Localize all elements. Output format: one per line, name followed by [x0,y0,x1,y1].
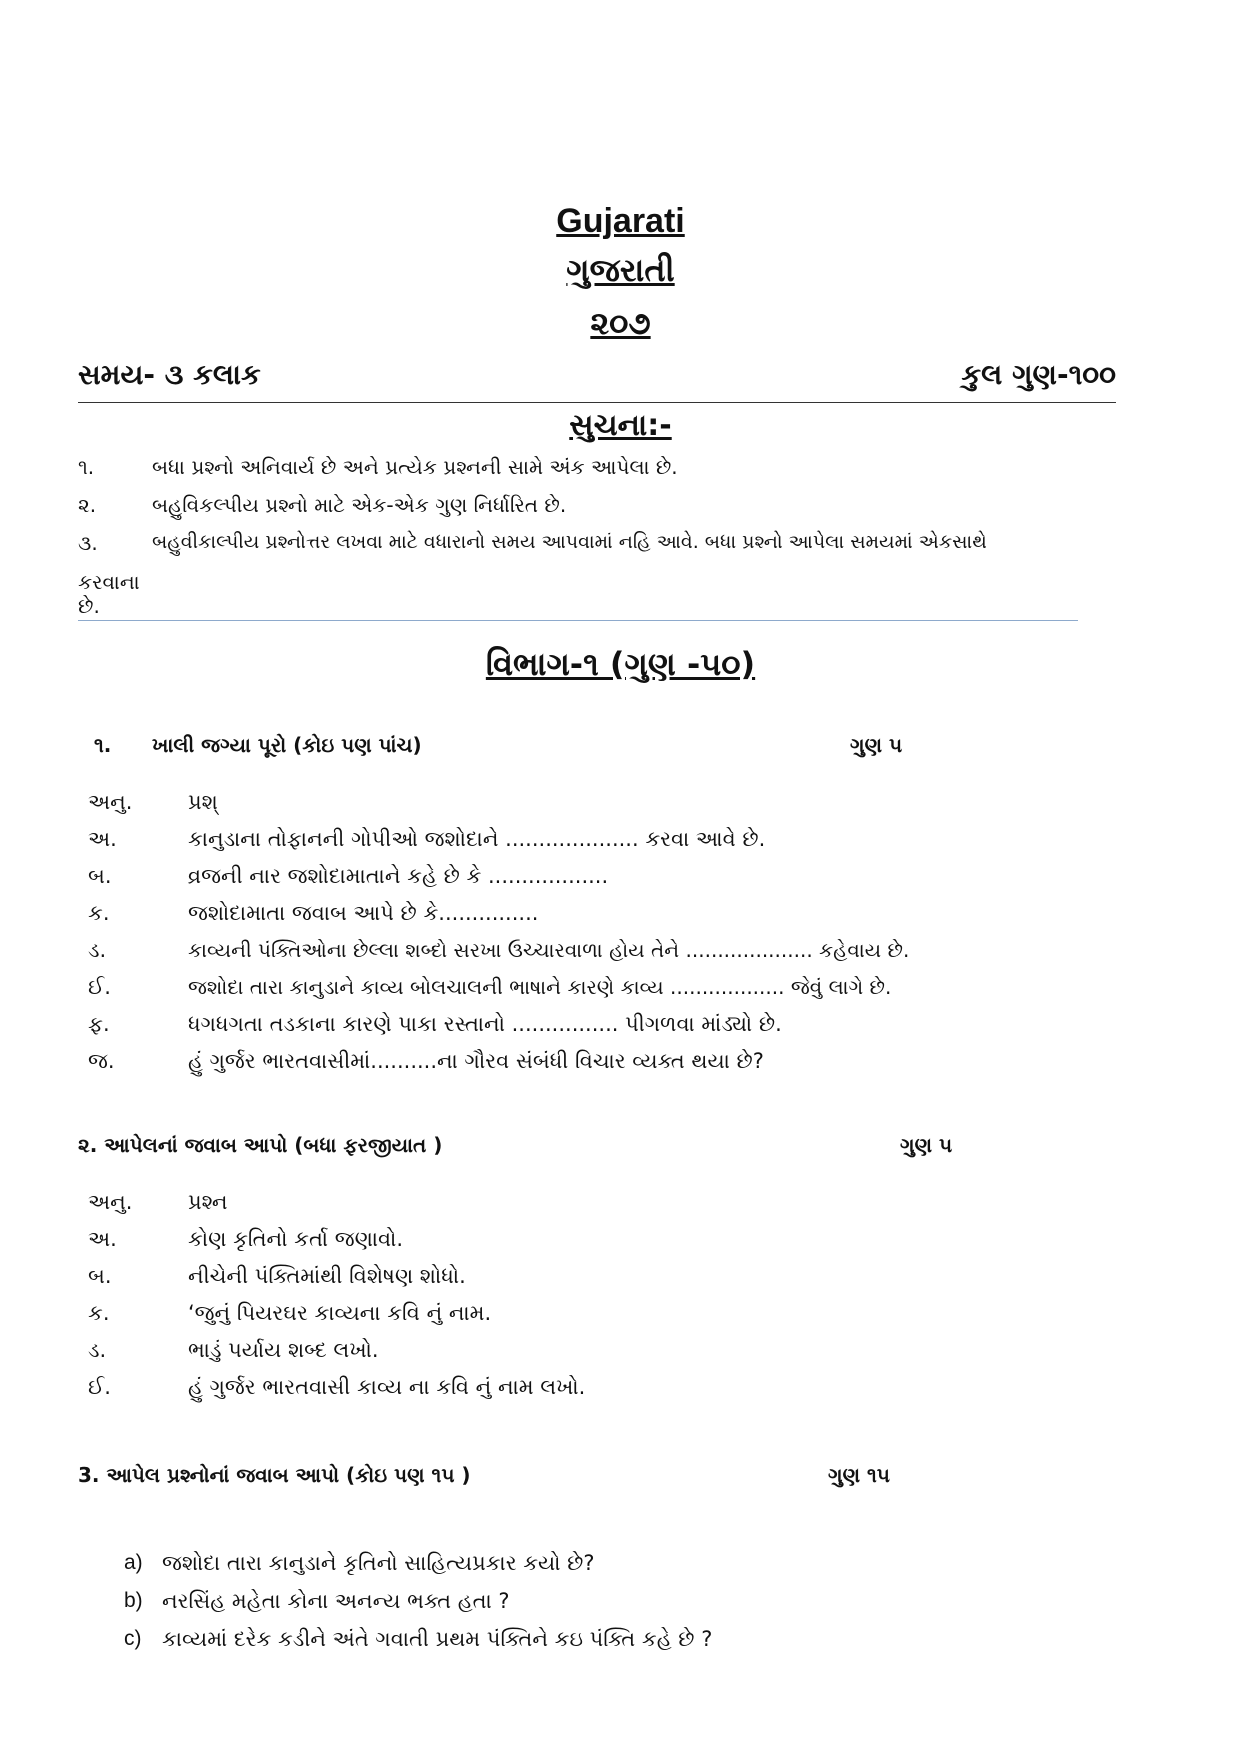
item-label: a) [124,1551,143,1574]
item-label: ડ. [88,1338,107,1362]
item-text: કાવ્યમાં દરેક કડીને અંતે ગવાતી પ્રથમ પંક્તિને કઇ પંક્તિ કહે છે ? [162,1627,713,1651]
item-text: હું ગુર્જર ભારતવાસી કાવ્ય ના કવિ નું નામ લખો. [188,1375,586,1399]
item-text: ભાડું પર્યાય શબ્દ લખો. [188,1338,379,1362]
serial-header: અનુ. [88,790,133,814]
title-english: Gujarati [556,202,685,240]
item-label: c) [124,1627,142,1650]
instruction-text: બહુવિકલ્પીય પ્રશ્નો માટે એક-એક ગુણ નિર્ધારિત છે. [152,493,567,517]
item-label: ઈ. [88,975,111,999]
item-label: ક. [88,901,110,925]
instruction-text-continued: કરવાના છે. [78,570,140,618]
q1-title: ખાલી જગ્યા પૂરો (કોઇ પણ પાંચ) [152,733,422,757]
title-gujarati: ગુજરાતી [566,252,675,288]
divider-line [78,620,1078,621]
q3-marks: ગુણ ૧૫ [828,1463,890,1487]
question-header: પ્રશ્ન [188,1190,228,1214]
q2-title: ૨. આપેલનાં જવાબ આપો (બધા ફરજીયાત ) [78,1133,443,1157]
item-label: બ. [88,1264,112,1288]
item-text: ‘જુનું પિયરઘર કાવ્યના કવિ નું નામ. [188,1301,492,1325]
instruction-text: બહુવીકાલ્પીય પ્રશ્નોત્તર લખવા માટે વધારાનો સમય આપવામાં નહિ આવે. બધા પ્રશ્નો આપેલા સમયમાં એકસાથે [152,531,987,553]
item-label: ક. [88,1301,110,1325]
item-text: કાવ્યની પંક્તિઓના છેલ્લા શબ્દો સરખા ઉચ્ચારવાળા હોય તેને .................... કહેવાય છે. [188,938,910,962]
item-text: વ્રજની નાર જશોદામાતાને કહે છે કે .................. [188,864,609,888]
item-text: ધગધગતા તડકાના કારણે પાકા રસ્તાનો ................ પીગળવા માંડ્યો છે. [188,1012,782,1036]
item-label: અ. [88,827,117,851]
item-label: ફ. [88,1012,110,1036]
q3-title: 3. આપેલ પ્રશ્નોનાં જવાબ આપો (કોઇ પણ ૧૫ ) [78,1463,471,1487]
q2-marks: ગુણ ૫ [900,1133,953,1157]
item-text: જશોદા તારા કાનુડાને કાવ્ય બોલચાલની ભાષાને કારણે કાવ્ય .................. જેવું લાગે છે. [188,975,892,999]
q1-marks: ગુણ ૫ [850,733,903,757]
item-label: b) [124,1589,143,1612]
serial-header: અનુ. [88,1190,133,1214]
instruction-number: ૨. [78,493,97,517]
instruction-number: ૧. [78,455,95,479]
item-label: જ. [88,1049,115,1073]
item-text: નીચેની પંક્તિમાંથી વિશેષણ શોધો. [188,1264,466,1288]
item-label: બ. [88,864,112,888]
instruction-text: બધા પ્રશ્નો અનિવાર્ય છે અને પ્રત્યેક પ્રશ્નની સામે અંક આપેલા છે. [152,455,678,479]
item-text: કોણ કૃતિનો કર્તા જણાવો. [188,1227,404,1251]
total-marks-label: કુલ ગુણ-૧૦૦ [961,358,1116,391]
item-text: નરસિંહ મહેતા કોના અનન્ય ભક્ત હતા ? [162,1589,510,1613]
item-text: જશોદા તારા કાનુડાને કૃતિનો સાહિત્યપ્રકાર કયો છે? [162,1551,595,1575]
section-heading: વિભાગ-૧ (ગુણ -૫૦) [485,645,756,683]
time-label: સમય- ૩ કલાક [78,358,261,391]
time-marks-row [78,358,1116,403]
instructions-heading: સુચના:- [569,408,672,443]
item-text: જશોદામાતા જવાબ આપે છે કે............... [188,901,539,925]
item-text: હું ગુર્જર ભારતવાસીમાં..........ના ગૌરવ સંબંધી વિચાર વ્યક્ત થયા છે? [188,1049,764,1073]
instruction-number: ૩. [78,531,98,555]
question-header: પ્રશ્ [188,790,218,814]
item-label: ડ. [88,938,107,962]
item-label: અ. [88,1227,117,1251]
item-text: કાનુડાના તોફાનની ગોપીઓ જશોદાને .................... કરવા આવે છે. [188,827,766,851]
q1-number: ૧. [94,733,112,757]
subject-code: ૨૦૭ [590,305,651,341]
item-label: ઈ. [88,1375,111,1399]
